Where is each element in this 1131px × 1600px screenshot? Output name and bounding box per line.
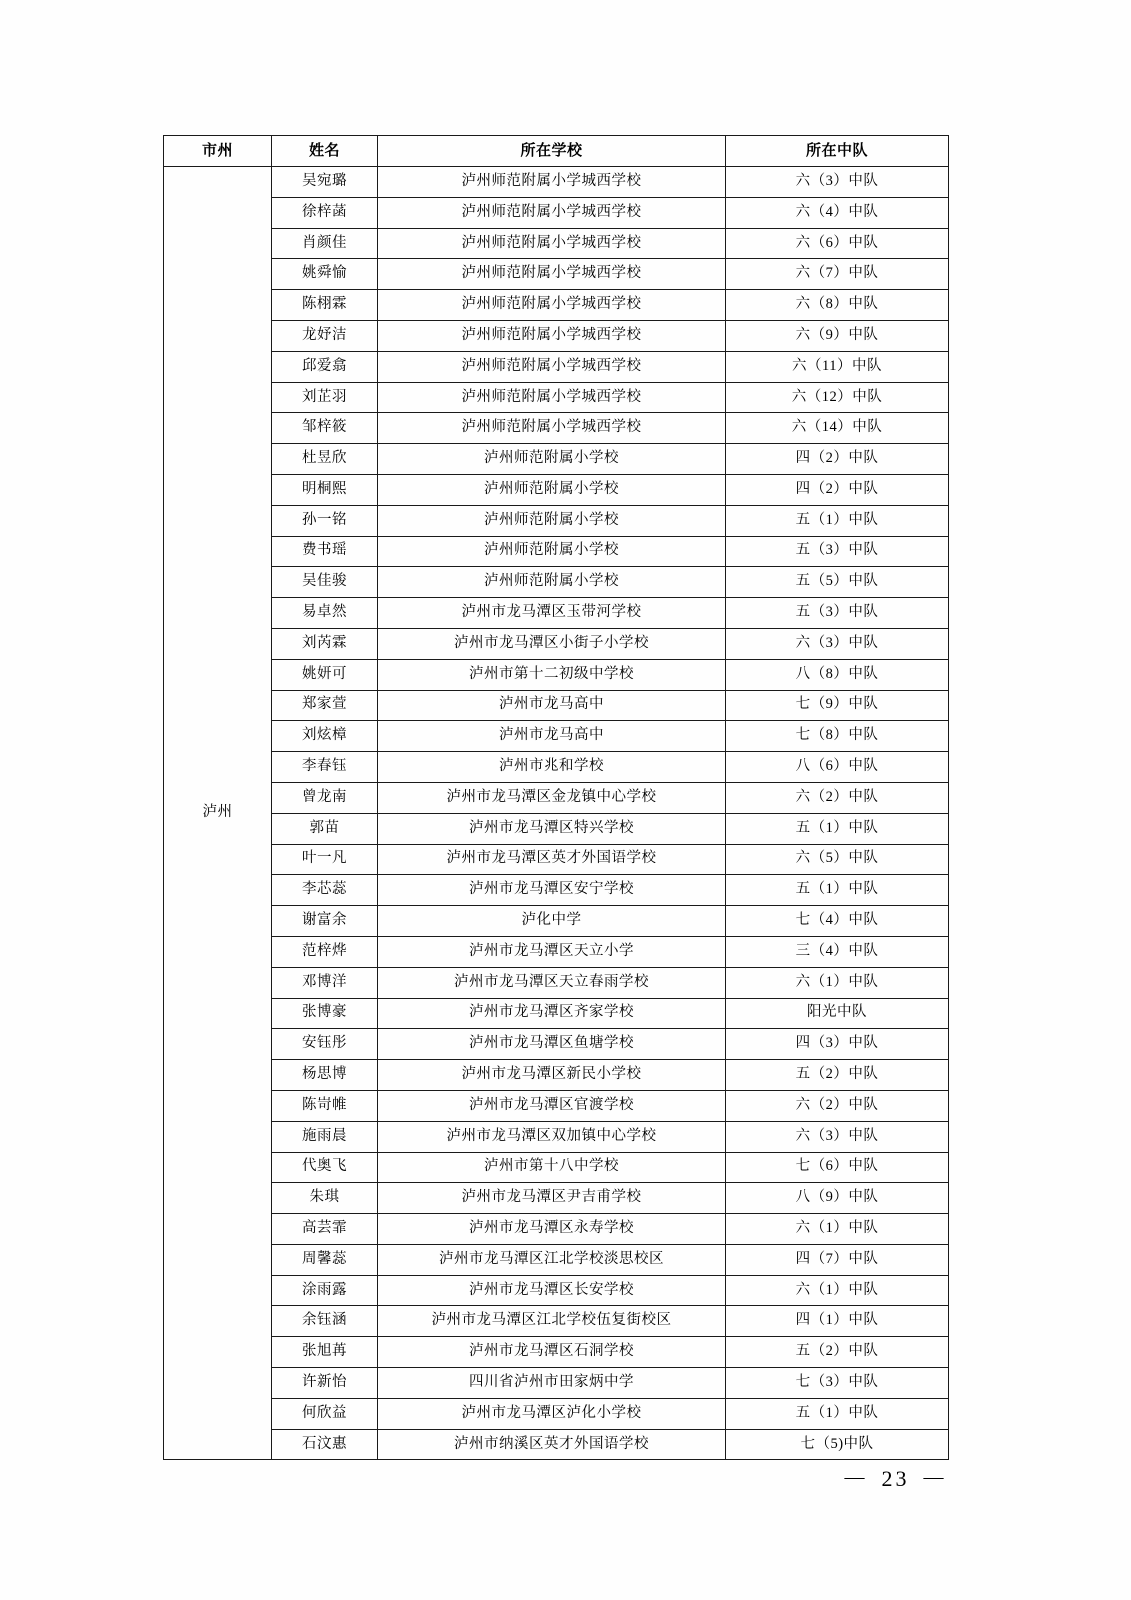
cell-school: 泸州市龙马潭区天立小学	[378, 936, 726, 967]
cell-team: 六（2）中队	[726, 1090, 949, 1121]
cell-team: 八（9）中队	[726, 1183, 949, 1214]
table-row	[164, 382, 949, 413]
cell-team: 七（9）中队	[726, 690, 949, 721]
cell-team: 五（1）中队	[726, 1398, 949, 1429]
table-row	[164, 1398, 949, 1429]
column-header-city: 市州	[164, 136, 272, 167]
table-row	[164, 320, 949, 351]
cell-school: 泸州师范附属小学校	[378, 536, 726, 567]
cell-name: 费书瑶	[272, 536, 378, 567]
cell-name: 涂雨露	[272, 1275, 378, 1306]
cell-name: 姚舜愉	[272, 259, 378, 290]
cell-name: 姚妍可	[272, 659, 378, 690]
cell-school: 泸州师范附属小学校	[378, 567, 726, 598]
cell-team: 七（5)中队	[726, 1429, 949, 1460]
table-row	[164, 1183, 949, 1214]
cell-name: 何欣益	[272, 1398, 378, 1429]
table-row	[164, 474, 949, 505]
table-row	[164, 413, 949, 444]
table-row	[164, 1090, 949, 1121]
page-dash-left: —	[844, 1466, 868, 1488]
table-row	[164, 259, 949, 290]
table-row	[164, 1152, 949, 1183]
cell-school: 泸州市龙马潭区天立春雨学校	[378, 967, 726, 998]
table-row	[164, 351, 949, 382]
table-row	[164, 567, 949, 598]
cell-name: 郑家萱	[272, 690, 378, 721]
cell-team: 七（3）中队	[726, 1368, 949, 1399]
table-row	[164, 813, 949, 844]
cell-school: 泸州市龙马潭区永寿学校	[378, 1214, 726, 1245]
table-row	[164, 690, 949, 721]
cell-school: 泸州师范附属小学城西学校	[378, 382, 726, 413]
cell-team: 六（7）中队	[726, 259, 949, 290]
cell-name: 张博豪	[272, 998, 378, 1029]
cell-name: 郭苗	[272, 813, 378, 844]
cell-name: 孙一铭	[272, 505, 378, 536]
cell-school: 泸州市龙马高中	[378, 721, 726, 752]
cell-name: 徐梓菡	[272, 197, 378, 228]
cell-team: 七（4）中队	[726, 906, 949, 937]
cell-school: 泸州市龙马潭区江北学校伍复街校区	[378, 1306, 726, 1337]
cell-school: 泸州师范附属小学城西学校	[378, 351, 726, 382]
table-row	[164, 1337, 949, 1368]
cell-team: 五（2）中队	[726, 1337, 949, 1368]
table-row	[164, 1368, 949, 1399]
cell-school: 泸州市龙马潭区小街子小学校	[378, 628, 726, 659]
cell-team: 五（1）中队	[726, 813, 949, 844]
cell-team: 八（8）中队	[726, 659, 949, 690]
cell-school: 泸州市纳溪区英才外国语学校	[378, 1429, 726, 1460]
cell-school: 泸州师范附属小学城西学校	[378, 228, 726, 259]
page-dash-right: —	[923, 1466, 947, 1488]
cell-team: 六（6）中队	[726, 228, 949, 259]
table-row	[164, 967, 949, 998]
city-cell: 泸州	[164, 167, 272, 1460]
cell-school: 泸州市龙马潭区齐家学校	[378, 998, 726, 1029]
cell-name: 邹梓筱	[272, 413, 378, 444]
cell-team: 五（5）中队	[726, 567, 949, 598]
cell-name: 刘芷羽	[272, 382, 378, 413]
cell-school: 泸州市第十八中学校	[378, 1152, 726, 1183]
cell-name: 代奥飞	[272, 1152, 378, 1183]
cell-school: 泸州师范附属小学校	[378, 444, 726, 475]
cell-team: 四（1）中队	[726, 1306, 949, 1337]
cell-school: 泸州市龙马潭区双加镇中心学校	[378, 1121, 726, 1152]
column-header-team: 所在中队	[726, 136, 949, 167]
cell-school: 泸州师范附属小学城西学校	[378, 259, 726, 290]
cell-school: 泸州师范附属小学校	[378, 474, 726, 505]
cell-team: 八（6）中队	[726, 752, 949, 783]
cell-school: 泸州市龙马潭区江北学校淡思校区	[378, 1244, 726, 1275]
cell-team: 五（2）中队	[726, 1060, 949, 1091]
page-footer	[0, 1466, 1131, 1492]
cell-team: 四（2）中队	[726, 474, 949, 505]
table-row	[164, 844, 949, 875]
cell-school: 泸州市龙马潭区石洞学校	[378, 1337, 726, 1368]
cell-school: 四川省泸州市田家炳中学	[378, 1368, 726, 1399]
cell-name: 朱琪	[272, 1183, 378, 1214]
cell-name: 杜昱欣	[272, 444, 378, 475]
table-row	[164, 1214, 949, 1245]
table-row	[164, 1275, 949, 1306]
cell-team: 七（8）中队	[726, 721, 949, 752]
cell-name: 邓博洋	[272, 967, 378, 998]
table-row	[164, 752, 949, 783]
table-row	[164, 290, 949, 321]
roster-table-container	[163, 135, 948, 1460]
table-row	[164, 536, 949, 567]
cell-name: 明桐熙	[272, 474, 378, 505]
table-row	[164, 936, 949, 967]
cell-team: 六（9）中队	[726, 320, 949, 351]
cell-team: 六（14）中队	[726, 413, 949, 444]
table-row	[164, 1244, 949, 1275]
cell-name: 周馨蕊	[272, 1244, 378, 1275]
cell-school: 泸州市第十二初级中学校	[378, 659, 726, 690]
cell-team: 六（2）中队	[726, 782, 949, 813]
cell-team: 六（1）中队	[726, 1275, 949, 1306]
cell-school: 泸州市龙马高中	[378, 690, 726, 721]
table-row	[164, 1029, 949, 1060]
cell-name: 肖颜佳	[272, 228, 378, 259]
cell-team: 六（3）中队	[726, 1121, 949, 1152]
cell-school: 泸州市龙马潭区特兴学校	[378, 813, 726, 844]
cell-name: 高芸霏	[272, 1214, 378, 1245]
cell-team: 五（3）中队	[726, 536, 949, 567]
cell-name: 刘芮霖	[272, 628, 378, 659]
table-row	[164, 875, 949, 906]
cell-school: 泸州市龙马潭区长安学校	[378, 1275, 726, 1306]
cell-team: 四（7）中队	[726, 1244, 949, 1275]
cell-team: 六（4）中队	[726, 197, 949, 228]
cell-name: 龙妤洁	[272, 320, 378, 351]
table-row	[164, 228, 949, 259]
table-row	[164, 906, 949, 937]
cell-school: 泸州师范附属小学校	[378, 505, 726, 536]
cell-school: 泸化中学	[378, 906, 726, 937]
cell-school: 泸州师范附属小学城西学校	[378, 320, 726, 351]
cell-school: 泸州市龙马潭区鱼塘学校	[378, 1029, 726, 1060]
cell-team: 六（8）中队	[726, 290, 949, 321]
cell-team: 七（6）中队	[726, 1152, 949, 1183]
table-row	[164, 628, 949, 659]
cell-team: 五（1）中队	[726, 505, 949, 536]
roster-table	[163, 135, 949, 1460]
cell-team: 六（11）中队	[726, 351, 949, 382]
cell-name: 范梓烨	[272, 936, 378, 967]
table-row	[164, 1060, 949, 1091]
cell-name: 许新怡	[272, 1368, 378, 1399]
cell-name: 安钰彤	[272, 1029, 378, 1060]
table-row	[164, 659, 949, 690]
table-header	[164, 136, 949, 167]
column-header-school: 所在学校	[378, 136, 726, 167]
table-row	[164, 1429, 949, 1460]
cell-school: 泸州市兆和学校	[378, 752, 726, 783]
cell-name: 谢富余	[272, 906, 378, 937]
cell-team: 三（4）中队	[726, 936, 949, 967]
table-header-row	[164, 136, 949, 167]
column-header-name: 姓名	[272, 136, 378, 167]
cell-name: 刘炫樟	[272, 721, 378, 752]
cell-team: 六（3）中队	[726, 628, 949, 659]
cell-school: 泸州市龙马潭区英才外国语学校	[378, 844, 726, 875]
table-row	[164, 505, 949, 536]
cell-name: 易卓然	[272, 598, 378, 629]
cell-school: 泸州市龙马潭区泸化小学校	[378, 1398, 726, 1429]
cell-name: 曾龙南	[272, 782, 378, 813]
table-row	[164, 1121, 949, 1152]
cell-team: 四（2）中队	[726, 444, 949, 475]
cell-name: 陈岢帷	[272, 1090, 378, 1121]
cell-name: 施雨晨	[272, 1121, 378, 1152]
table-row	[164, 444, 949, 475]
table-row	[164, 598, 949, 629]
cell-name: 张旭苒	[272, 1337, 378, 1368]
cell-name: 李芯蕊	[272, 875, 378, 906]
cell-school: 泸州师范附属小学城西学校	[378, 167, 726, 198]
cell-school: 泸州市龙马潭区安宁学校	[378, 875, 726, 906]
cell-team: 阳光中队	[726, 998, 949, 1029]
cell-name: 余钰涵	[272, 1306, 378, 1337]
cell-school: 泸州师范附属小学城西学校	[378, 290, 726, 321]
cell-team: 六（3）中队	[726, 167, 949, 198]
table-row	[164, 782, 949, 813]
cell-name: 邱爱翕	[272, 351, 378, 382]
table-row	[164, 197, 949, 228]
table-row	[164, 167, 949, 198]
cell-name: 叶一凡	[272, 844, 378, 875]
table-row	[164, 721, 949, 752]
cell-school: 泸州市龙马潭区新民小学校	[378, 1060, 726, 1091]
cell-team: 六（12）中队	[726, 382, 949, 413]
cell-team: 六（1）中队	[726, 967, 949, 998]
cell-school: 泸州市龙马潭区玉带河学校	[378, 598, 726, 629]
cell-name: 石汶惠	[272, 1429, 378, 1460]
cell-school: 泸州师范附属小学城西学校	[378, 413, 726, 444]
cell-name: 杨思博	[272, 1060, 378, 1091]
cell-team: 四（3）中队	[726, 1029, 949, 1060]
table-row	[164, 998, 949, 1029]
cell-name: 李春钰	[272, 752, 378, 783]
cell-school: 泸州市龙马潭区金龙镇中心学校	[378, 782, 726, 813]
cell-name: 吴宛璐	[272, 167, 378, 198]
cell-team: 六（5）中队	[726, 844, 949, 875]
cell-name: 吴佳骏	[272, 567, 378, 598]
cell-school: 泸州市龙马潭区尹吉甫学校	[378, 1183, 726, 1214]
cell-school: 泸州师范附属小学城西学校	[378, 197, 726, 228]
cell-team: 五（3）中队	[726, 598, 949, 629]
cell-team: 六（1）中队	[726, 1214, 949, 1245]
page-number: 23	[881, 1466, 910, 1491]
cell-school: 泸州市龙马潭区官渡学校	[378, 1090, 726, 1121]
cell-team: 五（1）中队	[726, 875, 949, 906]
table-body	[164, 167, 949, 1460]
cell-name: 陈栩霖	[272, 290, 378, 321]
table-row	[164, 1306, 949, 1337]
